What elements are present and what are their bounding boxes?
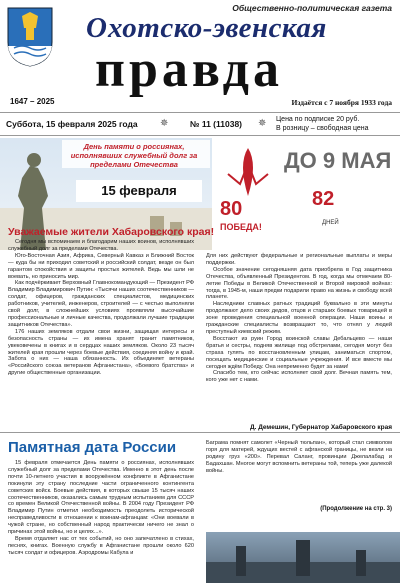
article1-column-left [8,239,194,377]
paragraph: Юго-Восточная Азия, Африка, Северный Кавказ и Ближний Восток — куда бы ни приходил советский и российский солдат, везде он был гарантом спокойствия и защиты простых жителей. Ведь мы шли не воевать, но приносить мир. [8,252,194,280]
continuation-note: (Продолжение на стр. 3) [320,506,392,512]
price-info [276,115,369,133]
newspaper-tagline: Общественно-политическая газета [232,3,392,13]
countdown-title: ДО 9 МАЯ [284,148,392,173]
victory-emblem-icon [218,144,278,200]
paragraph: Баграма помнят самолет «Черный тюльпан», который стал символом горя для матерей, ждущих вестей с афганской границы, не везли на родину груз «200». Перевал Саланг, провинции Джелалабад и Бадахшан. Многое могут вспомнить ветераны той, теперь уже далекой войны. [206,440,392,474]
article1-column-right [206,253,392,384]
paragraph: 176 наших земляков отдали свои жизни, защищая интересы и безопасность страны — их имена хранят гранит памятников, увековечены в книгах и в сердцах наших земляков. Около 23 тысяч жителей края прошли через боевые действия, соединяя войну и край. Забота о них — наша обязанность. Их объединяет ветераны «Российского союза ветеранов Афганистана», «Боевого братства» и другие общественные организации. [8,328,194,377]
founding-years: 1647 – 2025 [10,97,55,106]
paragraph: Для них действуют федеральные и региональные выплаты и меры поддержки. [206,253,392,266]
paragraph: Восстают из руин Город воинской славы Дебальцево — наши братья и сестры, подняв жилище под обстрелами, сегодня могут без страха гулять по восстановленным улицам, заниматься спортом, посещать медицинские и социальные учреждения. И все вместе мы сегодня ждём Победу. Она непременно будет за нами! [206,335,392,370]
remembrance-date-badge: 15 февраля [76,180,202,202]
paragraph: Спасибо тем, кто сейчас исполняет свой долг. Вечная память тем, кого уже нет с нами. [206,370,392,384]
section-divider [0,432,400,433]
article2-column-left [8,460,194,557]
paragraph: 15 февраля отмечается День памяти о россиянах, исполнявших служебный долг за пределами Отечества. Именно в этот день после почти 10-летнего участия в вооружённом конфликте в Афганистане покинули эту страну последние части ограниченного контингента советских войск. Боевые действия, в которых свыше 15 тысяч наших соотечественников, оказались самым трудным испытанием для СССР со времен Великой Отечественной войны. В 2004 году Президент РФ Владимир Путин отметил необходимость преодолеть исторической несправедливости в отношении к воинам-афганцам: «Они воевали в чужой стране, но собственный народ практически ничего не знал о причинах этой войны, но и целях...». [8,460,194,536]
paragraph: Особое значение сегодняшняя дата приобрела в Год защитника Отечества, объявленный Президентом. В год, когда мы отмечаем 80-летие Победы в Великой Отечественной и Второй мировой войнах: тогда, в 1945-м, наши предки подарили право на жизнь и свободу всей планете. [206,266,392,301]
issue-number: № 11 (11038) [190,119,243,129]
retail-price: В розницу – свободная цена [276,125,369,132]
article-photo [206,532,400,583]
newspaper-title-line1: Охотско-эвенская [86,12,327,44]
countdown-days-label: ДНЕЙ [322,220,339,226]
coat-of-arms-icon [6,6,54,68]
issue-date: Суббота, 15 февраля 2025 года [6,119,138,129]
victory-countdown [212,138,400,250]
article1-signature: Д. Демешин, Губернатор Хабаровского края [249,424,392,431]
paragraph: Сегодня мы вспоминаем и благодарим наших воинов, исполнявших служебный долг за пределами Отечества. [8,239,194,252]
memorial-photo-image [206,532,400,583]
star-icon: ✵ [258,118,267,129]
masthead [0,0,400,112]
article2-headline: Памятная дата России [8,439,177,456]
remembrance-ribbon-text: День памяти о россиянах, исполнявших служебный долг за пределами Отечества [70,142,198,169]
newspaper-title-line2: правда [95,41,283,98]
star-icon: ✵ [160,118,169,129]
countdown-days-number: 82 [312,188,335,210]
article2-column-right [206,440,392,475]
paragraph: Время отдаляет нас от тех событий, но оно запечатлено в стихах, песнях, книгах. Военную службу в Афганистане прошли около 620 тысяч солдат и офицеров. Аэродромы Кабула и [8,535,194,556]
victory-word: ПОБЕДА! [220,222,262,232]
subscription-price: Цена по подписке 20 руб. [276,116,360,123]
issue-info-bar [0,112,400,136]
published-since: Издаётся с 7 ноября 1933 года [291,98,392,107]
victory-80-label: 80 [220,198,243,220]
paragraph: Как подчёркивает Верховный Главнокомандующий — Президент РФ Владимир Владимирович Путин: «Тысячи наших соотечественников — солдат, офицеров, гражданских специалистов, медицинских работников, учителей, инженеров, строителей — с честью выполняли свой долг, в сложнейших условиях проявляли высочайшие профессиональные и личные качества, продолжали лучшие традиции защитников Отечества». [8,280,194,328]
paragraph: Наследники славных ратных традиций буквально в эти минуты продолжают дело своих дедов, отцов и старших боевых товарищей в зоне проведения специальной военной операции. Наши воины и гражданские специалисты возвращают то, что отнял у людей преступный киевский режим. [206,301,392,335]
article1-headline: Уважаемые жители Хабаровского края! [8,226,215,238]
